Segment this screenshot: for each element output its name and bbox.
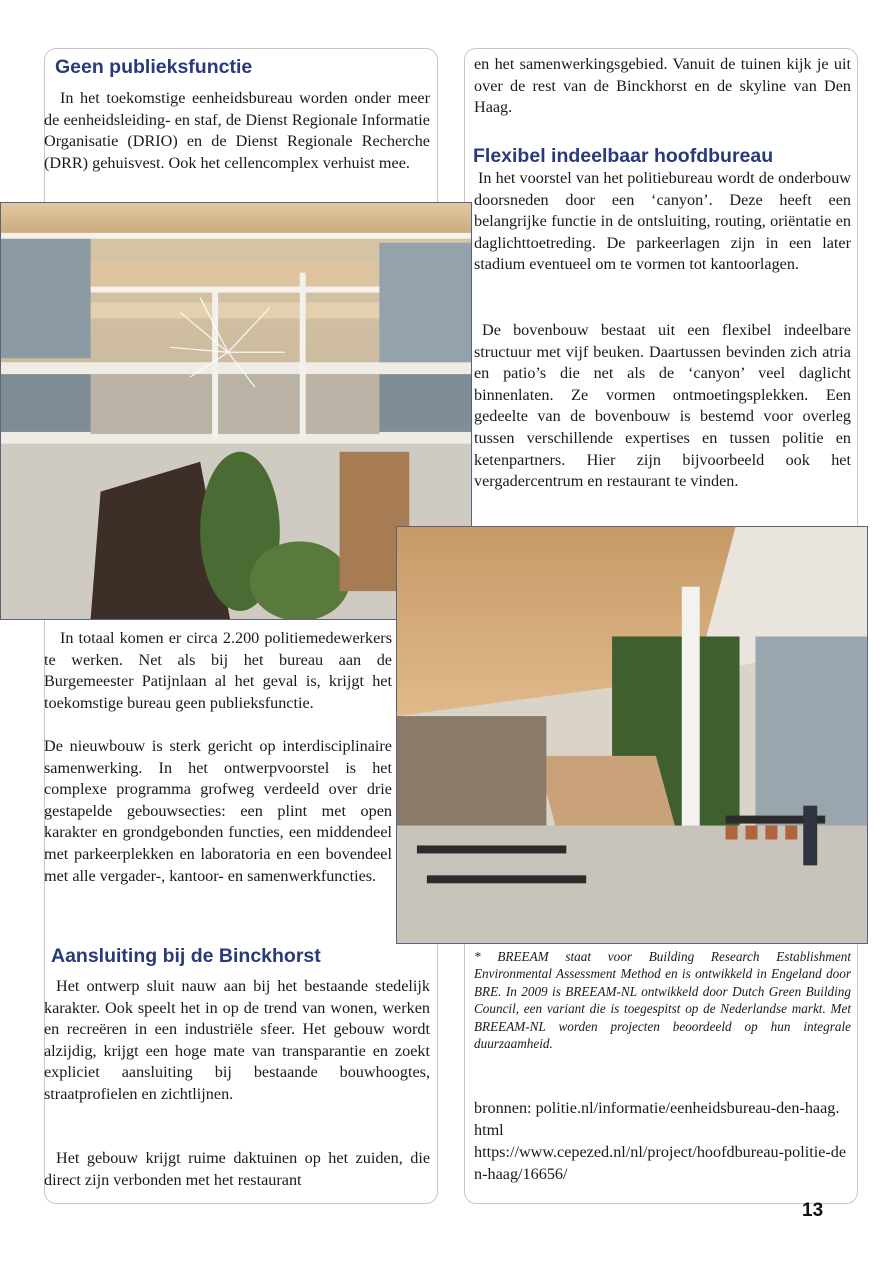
left-paragraph-2: In totaal komen er circa 2.200 politiemedewerkers te werken. Net als bij het bureau aan de Burgemeester Patijnlaan al het geval is, krijgt het toekomstige bureau geen publieksfunctie. (44, 629, 392, 712)
page-number: 13 (802, 1200, 824, 1221)
heading-geen-publieksfunctie: Geen publieksfunctie (55, 56, 253, 78)
canyon-illustration (397, 527, 867, 943)
heading-aansluiting-binckhorst: Aansluiting bij de Binckhorst (51, 945, 321, 967)
right-paragraph-3: De bovenbouw bestaat uit een flexibel indeelbare structuur met vijf beuken. Daartussen bevinden zich atria en patio’s die net als de ‘canyon’ veel daglicht binnenlaten. Ze vormen ontmoetingsplekken. Een gedeelte van de bovenbouw is bestemd voor overleg tussen verschillende expertises en tussen politie en ketenpartners. Hier zijn bijvoorbeeld ook het vergadercentrum en restaurant te vinden. (474, 321, 851, 491)
left-paragraph-5: Het gebouw krijgt ruime daktuinen op het zuiden, die direct zijn verbonden met het restaurant (44, 1149, 430, 1189)
left-paragraph-4: Het ontwerp sluit nauw aan bij het bestaande stedelijk karakter. Ook speelt het in op de trend van wonen, werken en recreëren in een industriële sfeer. Het gebouw wordt alzijdig, krijgt een hoge mate van transparantie en zoekt expliciet aansluiting bij bestaande bouwhoogtes, straatprofielen en zichtlijnen. (44, 977, 430, 1103)
left-paragraph-1: In het toekomstige eenheidsbureau worden onder meer de eenheidsleiding- en staf, de Dienst Regionale Informatie Organisatie (DRIO) en de Dienst Regionale Recherche (DRR) gehuisvest. Ook het cellencomplex verhuist mee. (44, 89, 430, 172)
heading-flexibel-indeelbaar: Flexibel indeelbaar hoofdbureau (473, 145, 774, 167)
canyon-render-image (396, 526, 868, 944)
left-paragraph-3: De nieuwbouw is sterk gericht op interdisciplinaire samenwerking. In het ontwerpvoorstel is het complexe programma grofweg verdeeld over drie gestapelde gebouwsecties: een plint met open karakter en grondgebonden functies, een middendeel met parkeerplekken en laboratoria en een bovendeel met alle vergader-, kantoor- en samenwerkfuncties. (44, 737, 392, 885)
breeam-footnote: * BREEAM staat voor Building Research Establishment Environmental Assessment Method en is ontwikkeld in Engeland door BRE. In 2009 is BREEAM-NL ontwikkeld door Dutch Green Building Council, een variant die is toegespitst op de Nederlandse markt. Met BREEAM-NL worden projecten beoordeeld op hun integrale duurzaamheid. (474, 949, 851, 1052)
right-paragraph-1: en het samenwerkingsgebied. Vanuit de tuinen kijk je uit over de rest van de Binckhorst en de skyline van Den Haag. (474, 55, 851, 117)
sources-url[interactable]: https://www.cepezed.nl/nl/project/hoofdbureau-politie-den-haag/16656/ (474, 1143, 847, 1183)
right-paragraph-2: In het voorstel van het politiebureau wordt de onderbouw doorsneden door een ‘canyon’. Deze heeft een belangrijke functie in de ontsluiting, routing, oriëntatie en daglichttoetreding. De parkeerlagen zijn in een later stadium eventueel om te vormen tot kantoorlagen. (474, 169, 851, 274)
sources-label: bronnen: politie.nl/informatie/eenheidsbureau-den-haag.html (474, 1099, 840, 1139)
